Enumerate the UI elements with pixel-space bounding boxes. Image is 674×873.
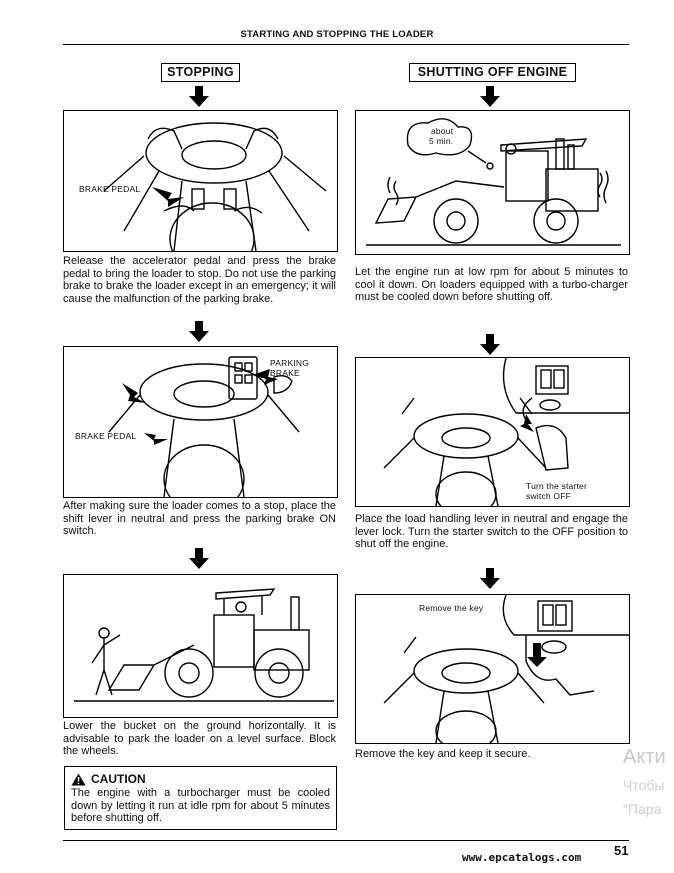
caution-text: The engine with a turbocharger must be cooled down by letting it run at idle rpm for about 5 minutes before shutting off. (71, 787, 330, 825)
header-rule (63, 44, 629, 45)
illustration-parked-loader (63, 574, 338, 718)
shutoff-step3-caption: Remove the key and keep it secure. (355, 748, 531, 760)
down-arrow-icon (479, 568, 501, 590)
shutting-off-section-title: SHUTTING OFF ENGINE (409, 63, 576, 82)
website-watermark[interactable]: www.epcatalogs.com (462, 851, 582, 864)
remove-key-label: Remove the key (419, 603, 484, 613)
illustration-brake-pedal (63, 110, 338, 252)
brake-pedal-label: BRAKE PEDAL (79, 184, 141, 194)
down-arrow-icon (188, 321, 210, 343)
steering-wheel-drawing (64, 111, 337, 251)
remove-key-drawing (356, 595, 629, 743)
turn-starter-label-line1: Turn the starter (526, 481, 587, 491)
turn-starter-label-line2: switch OFF (526, 491, 571, 501)
down-arrow-icon (527, 643, 547, 667)
illustration-remove-key (355, 594, 630, 744)
stopping-step2-caption: After making sure the loader comes to a stop, place the shift lever in neutral and press the parking brake ON switch. (63, 500, 336, 538)
down-arrow-icon (188, 86, 210, 108)
activation-overlay-line2: "Пара (623, 801, 662, 817)
page-header-title: STARTING AND STOPPING THE LOADER (240, 29, 434, 40)
stopping-step1-caption: Release the accelerator pedal and press the brake pedal to bring the loader to stop. Do not use the parking brake to brake the loader except in an emergency; it will cause the malfunction of the parking brake. (63, 255, 336, 305)
stopping-section-title: STOPPING (161, 63, 240, 82)
down-arrow-icon (479, 86, 501, 108)
parked-loader-drawing (64, 575, 337, 717)
parking-brake-label-line1: PARKING (270, 358, 310, 368)
shutoff-step1-caption: Let the engine run at low rpm for about 5 minutes to cool it down. On loaders equipped with a turbo-charger must be cooled down before shutting off. (355, 266, 628, 304)
caution-box (64, 766, 337, 830)
shutoff-step2-caption: Place the load handling lever in neutral and engage the lever lock. Turn the starter switch to the OFF position to shut off the engine. (355, 513, 628, 551)
down-arrow-icon (479, 334, 501, 356)
footer-rule (63, 840, 629, 841)
pointer-arrow-icon (144, 433, 168, 445)
starter-switch-drawing (356, 358, 629, 506)
parking-brake-label-line2: BRAKE (270, 368, 300, 378)
page-number: 51 (614, 843, 629, 858)
warning-triangle-icon (71, 773, 86, 786)
illustration-engine-idle (355, 110, 630, 255)
turn-arrow-icon (520, 414, 534, 432)
activation-overlay-title: Акти (623, 746, 666, 768)
down-arrow-icon (188, 548, 210, 570)
five-min-label: 5 min. (429, 136, 454, 146)
caution-heading (65, 767, 336, 786)
caution-title: CAUTION (91, 772, 146, 786)
illustration-parking-brake (63, 346, 338, 498)
activation-overlay-line1: Чтобы (623, 777, 665, 793)
brake-pedal-label: BRAKE PEDAL (75, 431, 137, 441)
about-label: about (431, 126, 454, 136)
stopping-step3-caption: Lower the bucket on the ground horizontally. It is advisable to park the loader on a level surface. Block the wheels. (63, 720, 336, 758)
idle-loader-drawing (356, 111, 629, 254)
illustration-starter-switch (355, 357, 630, 507)
